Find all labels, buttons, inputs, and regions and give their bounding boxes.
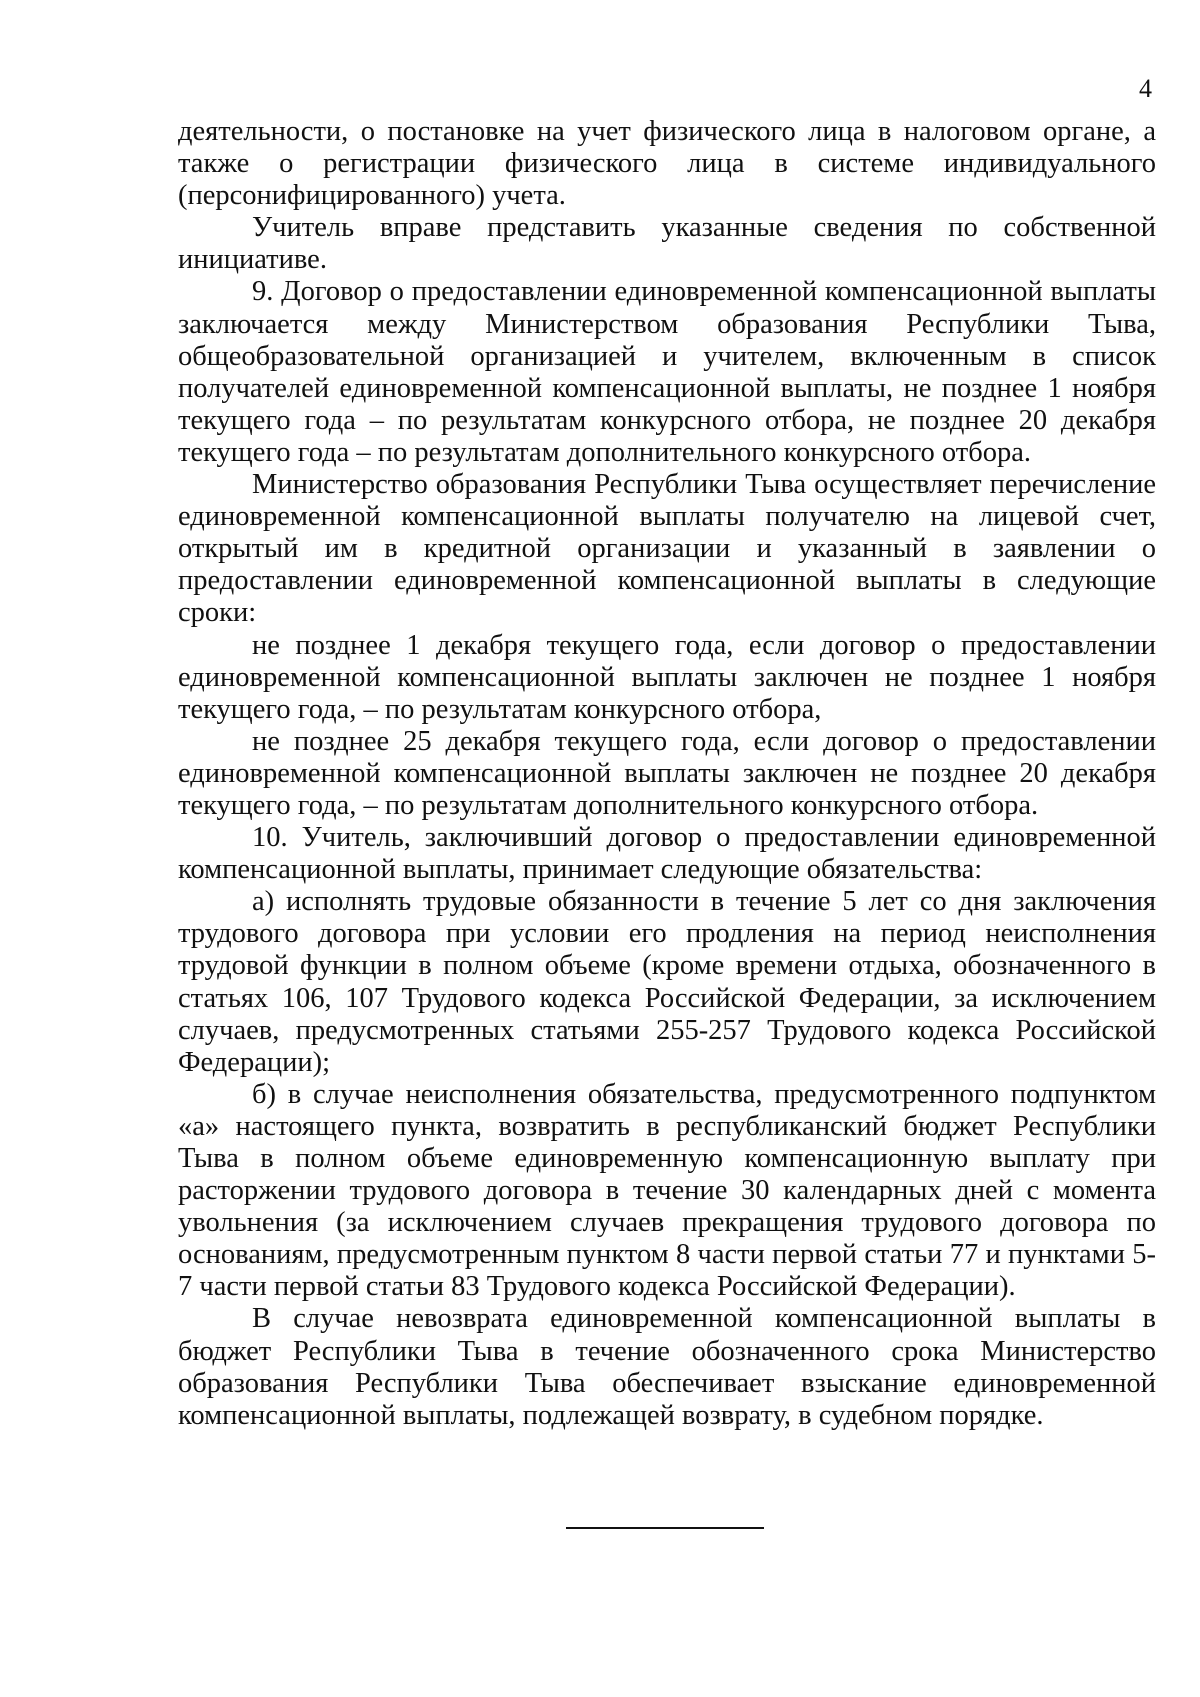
paragraph-deadline-december-1: не позднее 1 декабря текущего года, если договор о предоставлении единовременной компенсационной выплаты заключен не позднее 1 ноября текущего года, – по результатам конкурсного отбора,	[178, 629, 1156, 725]
paragraph-obligation-b: б) в случае неисполнения обязательства, предусмотренного подпунктом «а» настоящего пункта, возвратить в республиканский бюджет Республики Тыва в полном объеме единовременную компенсационную выплату при расторжении трудового договора в течение 30 календарных дней с момента увольнения (за исключением случаев прекращения трудового договора по основаниям, предусмотренным пунктом 8 части первой статьи 77 и пунктами 5-7 части первой статьи 83 Трудового кодекса Российской Федерации).	[178, 1078, 1156, 1303]
document-body	[178, 116, 1156, 1432]
paragraph-ministry-transfer: Министерство образования Республики Тыва осуществляет перечисление единовременной компенсационной выплаты получателю на лицевой счет, открытый им в кредитной организации и указанный в заявлении о предоставлении единовременной компенсационной выплаты в следующие сроки:	[178, 469, 1156, 629]
end-of-document-rule	[566, 1527, 764, 1529]
paragraph-non-return: В случае невозврата единовременной компенсационной выплаты в бюджет Республики Тыва в течение обозначенного срока Министерство образования Республики Тыва обеспечивает взыскание единовременной компенсационной выплаты, подлежащей возврату, в судебном порядке.	[178, 1303, 1156, 1431]
paragraph-item-9: 9. Договор о предоставлении единовременной компенсационной выплаты заключается между Министерством образования Республики Тыва, общеобразовательной организацией и учителем, включенным в список получателей единовременной компенсационной выплаты, не позднее 1 ноября текущего года – по результатам конкурсного отбора, не позднее 20 декабря текущего года – по результатам дополнительного конкурсного отбора.	[178, 276, 1156, 468]
page-number: 4	[1139, 74, 1152, 103]
paragraph-deadline-december-25: не позднее 25 декабря текущего года, если договор о предоставлении единовременной компенсационной выплаты заключен не позднее 20 декабря текущего года, – по результатам дополнительного конкурсного отбора.	[178, 725, 1156, 821]
paragraph-item-10: 10. Учитель, заключивший договор о предоставлении единовременной компенсационной выплаты, принимает следующие обязательства:	[178, 822, 1156, 886]
paragraph-obligation-a: а) исполнять трудовые обязанности в течение 5 лет со дня заключения трудового договора при условии его продления на период неисполнения трудовой функции в полном объеме (кроме времени отдыха, обозначенного в статьях 106, 107 Трудового кодекса Российской Федерации, за исключением случаев, предусмотренных статьями 255-257 Трудового кодекса Российской Федерации);	[178, 886, 1156, 1078]
paragraph-continuation: деятельности, о постановке на учет физического лица в налоговом органе, а также о регистрации физического лица в системе индивидуального (персонифицированного) учета.	[178, 116, 1156, 212]
paragraph-teacher-initiative: Учитель вправе представить указанные сведения по собственной инициативе.	[178, 212, 1156, 276]
